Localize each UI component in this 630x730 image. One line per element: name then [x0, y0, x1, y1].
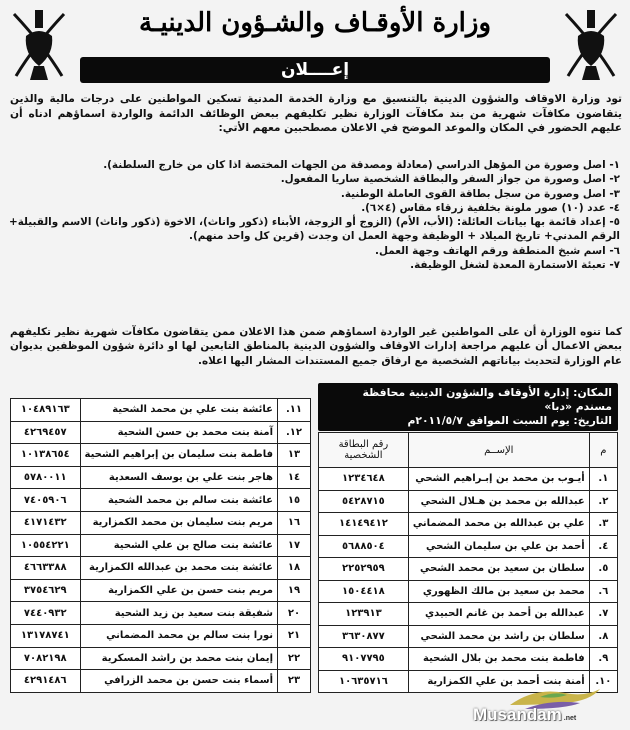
row-id: ١٠٥٥٤٢٢١ [11, 534, 81, 557]
table-row [11, 670, 311, 693]
row-id: ٧٠٨٢١٩٨ [11, 647, 81, 670]
row-number: ١٣ [278, 444, 311, 467]
row-name: مريم بنت سليمان بن محمد الكمزارية [80, 511, 277, 534]
row-id: ٢٢٥٢٩٥٩ [319, 558, 409, 581]
row-number: ٦. [589, 580, 617, 603]
row-number: ٣. [589, 513, 617, 536]
table-header-row [319, 433, 618, 468]
row-name: فاطمة بنت سليمان بن إبراهيم الشحية [80, 444, 277, 467]
row-id: ١٠١٣٨٦٥٤ [11, 444, 81, 467]
table-row [11, 647, 311, 670]
note-paragraph: كما تنوه الوزارة أن على المواطنين غير الواردة اسماؤهم ضمن هذا الاعلان ممن يتقاضون مكافآت شهرية نظير تكليفهم ببعض الاعمال أن عليهم مراجعة إدارات الاوقاف والشؤون الدينية بالمناطق التابعين لها او دائرة شؤون الموظفين بديوان عام الوزارة لتحديث بياناتهم الشخصية مع ارفاق جميع المستندات المشار اليها اعلاه. [10, 326, 622, 367]
table-row [11, 466, 311, 489]
row-number: ١٩ [278, 579, 311, 602]
site-watermark [465, 685, 625, 727]
row-id: ٣٧٥٤٦٢٩ [11, 579, 81, 602]
row-name: إيمان بنت محمد بن راشد المسكرية [80, 647, 277, 670]
row-name: عبدالله بن محمد بن هـلال الشحي [408, 490, 589, 513]
row-number: ٨. [589, 625, 617, 648]
row-name: هاجر بنت علي بن يوسف السعدية [80, 466, 277, 489]
table-row [319, 625, 618, 648]
row-id: ٥٧٨٠٠١١ [11, 466, 81, 489]
row-number: ١. [589, 468, 617, 491]
row-name: نورا بنت سالم بن محمد المضماني [80, 624, 277, 647]
watermark-text [473, 705, 576, 725]
row-id: ١٢٣٩١٣ [319, 603, 409, 626]
row-id: ١٠٤٨٩١٦٣ [11, 399, 81, 422]
column-header-number: م [589, 433, 617, 468]
row-name: محمد بن سعيد بن مالك الظهوري [408, 580, 589, 603]
row-name: أمنة بنت أحمد بن علي الكمزارية [408, 670, 589, 693]
row-id: ١٥٠٤٤١٨ [319, 580, 409, 603]
ministry-title: وزارة الأوقـاف والشـؤون الدينيـة [138, 8, 492, 38]
oman-emblem-icon [556, 6, 626, 84]
row-id: ٤٦٦٣٣٨٨ [11, 557, 81, 580]
table-row [319, 468, 618, 491]
row-number: ١٥ [278, 489, 311, 512]
table-row [319, 603, 618, 626]
requirement-item: ٤- عدد (١٠) صور ملونة بخلفية زرقاء مقاس (٤×٦). [361, 201, 620, 214]
row-name: فاطمة بنت محمد بن بلال الشحية [408, 648, 589, 671]
row-number: ٢٠ [278, 602, 311, 625]
names-table-left [10, 398, 311, 693]
row-id: ١٣١٧٨٧٤١ [11, 624, 81, 647]
row-number: ٤. [589, 535, 617, 558]
row-name: سلطان بن راشد بن محمد الشحي [408, 625, 589, 648]
table-row [319, 648, 618, 671]
requirement-item: ١- اصل وصورة من المؤهل الدراسي (معادلة ومصدقة من الجهات المختصة اذا كان من خارج السلطنة). [103, 159, 620, 171]
table-row [11, 444, 311, 467]
requirement-item: ٥- إعداد قائمة بها بيانات العائلة: (الأب، الأم) (الزوج أو الزوجة، الأبناء (ذكور واناث)، الاخوة (ذكور واناث) الاسم والقبيلة+ الرقم المدني+ تاريخ الميلاد + الوظيفة وجهة العمل ان وجدت (قرين كل واحد منهم). [9, 216, 620, 243]
watermark-suffix: .net [563, 715, 577, 722]
announcement-banner: إعــــلان [80, 57, 550, 83]
requirement-item: ٢- اصل وصورة من جواز السفر والبطاقة الشخصية ساريا المفعول. [280, 173, 620, 186]
table-row [11, 602, 311, 625]
row-number: ٢. [589, 490, 617, 513]
table-row [11, 489, 311, 512]
row-number: ١٠. [589, 670, 617, 693]
row-number: ٢٢ [278, 647, 311, 670]
row-number: ١٨ [278, 557, 311, 580]
oman-emblem-icon [4, 6, 74, 84]
requirement-item: ٣- اصل وصورة من سجل بطاقة القوى العاملة الوطنية. [340, 187, 620, 200]
table-row [319, 490, 618, 513]
table-row [11, 511, 311, 534]
row-id: ٩١٠٧٧٩٥ [319, 648, 409, 671]
row-number: ١٢. [278, 421, 311, 444]
row-number: ٢١ [278, 624, 311, 647]
row-name: أحمد بن علي بن سليمان الشحي [408, 535, 589, 558]
column-header-name: الإســم [408, 433, 589, 468]
table-row [11, 579, 311, 602]
requirement-item: ٦- اسم شيخ المنطقة ورقم الهاتف وجهة العمل. [375, 244, 620, 257]
location-date: التاريخ: يوم السبت الموافق ٢٠١١/٥/٧م [407, 414, 612, 427]
row-number: ١٦ [278, 511, 311, 534]
row-name: علي بن عبدالله بن محمد المضماني [408, 513, 589, 536]
row-number: ٥. [589, 558, 617, 581]
row-name: سلطان بن سعيد بن محمد الشحي [408, 558, 589, 581]
row-number: ١٧ [278, 534, 311, 557]
table-row [319, 558, 618, 581]
row-name: عائشة بنت علي بن محمد الشحية [80, 399, 277, 422]
row-id: ١٠٦٣٥٧١٦ [319, 670, 409, 693]
table-row [319, 513, 618, 536]
row-name: عائشة بنت سالم بن محمد الشحية [80, 489, 277, 512]
location-place: المكان: إدارة الأوقاف والشؤون الدينية محافظة مسندم «دبا» [362, 386, 612, 413]
row-number: ٢٣ [278, 670, 311, 693]
requirement-item: ٧- تعبئة الاستمارة المعدة لشغل الوظيفة. [410, 259, 620, 272]
row-name: أيـوب بن محمد بن إبـراهيم الشحي [408, 468, 589, 491]
row-id: ٥٦٨٨٥٠٤ [319, 535, 409, 558]
row-number: ١١. [278, 399, 311, 422]
row-id: ٥٤٢٨٧١٥ [319, 490, 409, 513]
location-table-box [318, 383, 618, 693]
row-name: شفيقة بنت سعيد بن زيد الشحية [80, 602, 277, 625]
row-id: ١٤١٤٩٤١٢ [319, 513, 409, 536]
row-number: ٩. [589, 648, 617, 671]
table-row [11, 421, 311, 444]
table-row [319, 580, 618, 603]
row-id: ٤٢٩١٤٨٦ [11, 670, 81, 693]
row-name: أسماء بنت حسن بن محمد الزرافي [80, 670, 277, 693]
table-row [319, 535, 618, 558]
row-id: ٤٢٦٩٤٥٧ [11, 421, 81, 444]
row-id: ٣٦٣٠٨٧٧ [319, 625, 409, 648]
location-header [318, 383, 618, 431]
requirements-list [8, 158, 620, 272]
table-row [11, 557, 311, 580]
row-number: ١٤ [278, 466, 311, 489]
column-header-id: رقم البطاقة الشخصية [319, 433, 409, 468]
row-id: ٤١٧١٤٣٢ [11, 511, 81, 534]
table-row [11, 399, 311, 422]
row-name: مريم بنت حسن بن علي الكمزارية [80, 579, 277, 602]
table-row [11, 624, 311, 647]
row-name: عائشة بنت محمد بن عبدالله الكمزارية [80, 557, 277, 580]
row-name: عبدالله بن أحمد بن غانم الحبيدي [408, 603, 589, 626]
row-id: ٧٤٠٥٩٠٦ [11, 489, 81, 512]
row-name: آمنة بنت محمد بن حسن الشحية [80, 421, 277, 444]
row-number: ٧. [589, 603, 617, 626]
row-id: ٧٤٤٠٩٣٢ [11, 602, 81, 625]
names-table-right [318, 432, 618, 693]
table-row [11, 534, 311, 557]
row-name: عائشة بنت صالح بن علي الشحية [80, 534, 277, 557]
watermark-name: Musandam [473, 705, 562, 724]
row-id: ١٢٣٤٦٤٨ [319, 468, 409, 491]
intro-paragraph: تود وزارة الاوقاف والشؤون الدينية بالتنسيق مع وزارة الخدمة المدنية تسكين المواطنين على درجات مالية والذين يتقاضون مكافآت شهرية من بند مكافآت الوزارة نظير تكليفهم ببعض الوظائف الدائمة والواردة اسماؤهم ادناه أن عليهم الحضور في المكان والموعد الموضح في الاعلان مصطحبين معهم الأتي: [10, 93, 622, 135]
